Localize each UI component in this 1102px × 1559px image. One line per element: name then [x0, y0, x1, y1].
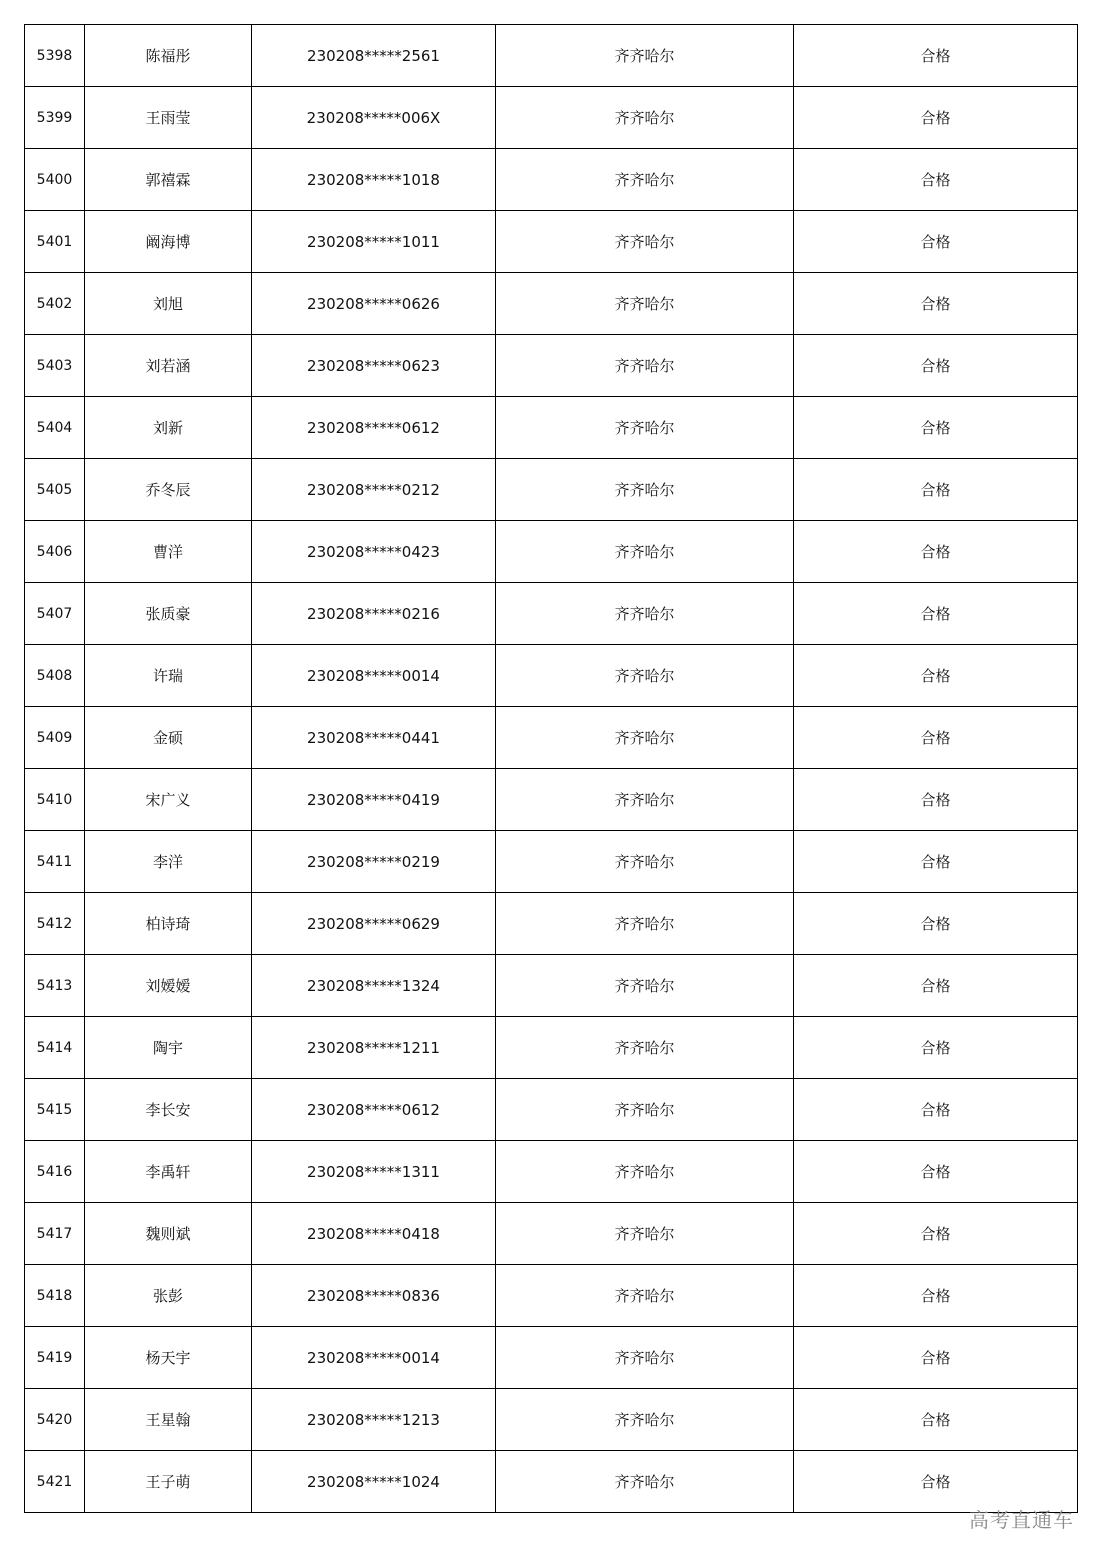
row-name: 刘嫒嫒: [85, 955, 252, 1017]
row-city: 齐齐哈尔: [496, 1265, 794, 1327]
row-city: 齐齐哈尔: [496, 1203, 794, 1265]
row-name: 王星翰: [85, 1389, 252, 1451]
row-name: 阚海博: [85, 211, 252, 273]
row-result: 合格: [794, 459, 1078, 521]
row-id-number: 230208*****0419: [252, 769, 496, 831]
roster-body: [25, 25, 1078, 1513]
row-name: 刘新: [85, 397, 252, 459]
row-result: 合格: [794, 273, 1078, 335]
table-row: [25, 1141, 1078, 1203]
row-id-number: 230208*****0216: [252, 583, 496, 645]
row-number: 5406: [25, 521, 85, 583]
table-row: [25, 1079, 1078, 1141]
table-row: [25, 769, 1078, 831]
row-result: 合格: [794, 1017, 1078, 1079]
row-number: 5417: [25, 1203, 85, 1265]
table-row: [25, 1327, 1078, 1389]
row-id-number: 230208*****0623: [252, 335, 496, 397]
row-result: 合格: [794, 521, 1078, 583]
row-number: 5410: [25, 769, 85, 831]
row-name: 王雨莹: [85, 87, 252, 149]
row-result: 合格: [794, 25, 1078, 87]
row-city: 齐齐哈尔: [496, 645, 794, 707]
table-row: [25, 397, 1078, 459]
row-city: 齐齐哈尔: [496, 87, 794, 149]
row-id-number: 230208*****1011: [252, 211, 496, 273]
row-result: 合格: [794, 1079, 1078, 1141]
row-city: 齐齐哈尔: [496, 1451, 794, 1513]
row-number: 5407: [25, 583, 85, 645]
row-city: 齐齐哈尔: [496, 1017, 794, 1079]
row-city: 齐齐哈尔: [496, 521, 794, 583]
row-number: 5405: [25, 459, 85, 521]
row-result: 合格: [794, 1327, 1078, 1389]
table-row: [25, 1017, 1078, 1079]
row-city: 齐齐哈尔: [496, 831, 794, 893]
row-name: 李洋: [85, 831, 252, 893]
row-id-number: 230208*****1324: [252, 955, 496, 1017]
row-number: 5398: [25, 25, 85, 87]
row-id-number: 230208*****0629: [252, 893, 496, 955]
row-result: 合格: [794, 1389, 1078, 1451]
row-city: 齐齐哈尔: [496, 397, 794, 459]
row-city: 齐齐哈尔: [496, 273, 794, 335]
row-result: 合格: [794, 1203, 1078, 1265]
row-id-number: 230208*****0441: [252, 707, 496, 769]
row-city: 齐齐哈尔: [496, 1327, 794, 1389]
row-city: 齐齐哈尔: [496, 769, 794, 831]
row-number: 5415: [25, 1079, 85, 1141]
table-row: [25, 149, 1078, 211]
row-number: 5399: [25, 87, 85, 149]
row-city: 齐齐哈尔: [496, 707, 794, 769]
table-row: [25, 459, 1078, 521]
table-row: [25, 87, 1078, 149]
row-number: 5419: [25, 1327, 85, 1389]
row-id-number: 230208*****1018: [252, 149, 496, 211]
row-result: 合格: [794, 87, 1078, 149]
row-name: 李长安: [85, 1079, 252, 1141]
row-number: 5414: [25, 1017, 85, 1079]
row-id-number: 230208*****0014: [252, 1327, 496, 1389]
row-number: 5411: [25, 831, 85, 893]
row-name: 乔冬辰: [85, 459, 252, 521]
row-number: 5408: [25, 645, 85, 707]
row-id-number: 230208*****0612: [252, 397, 496, 459]
row-name: 魏则斌: [85, 1203, 252, 1265]
row-city: 齐齐哈尔: [496, 25, 794, 87]
table-row: [25, 1203, 1078, 1265]
table-row: [25, 273, 1078, 335]
row-id-number: 230208*****006X: [252, 87, 496, 149]
table-row: [25, 583, 1078, 645]
row-id-number: 230208*****0212: [252, 459, 496, 521]
table-row: [25, 1389, 1078, 1451]
row-number: 5421: [25, 1451, 85, 1513]
row-name: 王子萌: [85, 1451, 252, 1513]
row-number: 5403: [25, 335, 85, 397]
row-name: 李禹轩: [85, 1141, 252, 1203]
row-name: 曹洋: [85, 521, 252, 583]
row-city: 齐齐哈尔: [496, 335, 794, 397]
table-row: [25, 645, 1078, 707]
row-number: 5420: [25, 1389, 85, 1451]
row-result: 合格: [794, 583, 1078, 645]
table-row: [25, 521, 1078, 583]
row-id-number: 230208*****0423: [252, 521, 496, 583]
row-name: 郭禧霖: [85, 149, 252, 211]
row-city: 齐齐哈尔: [496, 1079, 794, 1141]
row-name: 刘若涵: [85, 335, 252, 397]
row-number: 5400: [25, 149, 85, 211]
row-name: 张彭: [85, 1265, 252, 1327]
row-id-number: 230208*****1211: [252, 1017, 496, 1079]
row-result: 合格: [794, 149, 1078, 211]
row-id-number: 230208*****0219: [252, 831, 496, 893]
row-number: 5418: [25, 1265, 85, 1327]
row-id-number: 230208*****0836: [252, 1265, 496, 1327]
row-number: 5409: [25, 707, 85, 769]
table-row: [25, 831, 1078, 893]
row-name: 陈福彤: [85, 25, 252, 87]
row-result: 合格: [794, 645, 1078, 707]
row-result: 合格: [794, 1265, 1078, 1327]
watermark: 高考直通车: [969, 1508, 1074, 1532]
row-number: 5413: [25, 955, 85, 1017]
row-city: 齐齐哈尔: [496, 459, 794, 521]
row-name: 许瑞: [85, 645, 252, 707]
table-row: [25, 1451, 1078, 1513]
row-name: 柏诗琦: [85, 893, 252, 955]
row-result: 合格: [794, 955, 1078, 1017]
row-result: 合格: [794, 831, 1078, 893]
row-result: 合格: [794, 397, 1078, 459]
row-number: 5401: [25, 211, 85, 273]
table-row: [25, 893, 1078, 955]
table-row: [25, 25, 1078, 87]
table-row: [25, 211, 1078, 273]
table-row: [25, 707, 1078, 769]
row-name: 张质豪: [85, 583, 252, 645]
row-city: 齐齐哈尔: [496, 149, 794, 211]
row-result: 合格: [794, 769, 1078, 831]
row-number: 5412: [25, 893, 85, 955]
row-name: 宋广义: [85, 769, 252, 831]
row-id-number: 230208*****1213: [252, 1389, 496, 1451]
row-name: 杨天宇: [85, 1327, 252, 1389]
row-city: 齐齐哈尔: [496, 1141, 794, 1203]
row-id-number: 230208*****0014: [252, 645, 496, 707]
roster-table: [24, 24, 1078, 1513]
row-result: 合格: [794, 893, 1078, 955]
row-number: 5402: [25, 273, 85, 335]
table-row: [25, 1265, 1078, 1327]
row-city: 齐齐哈尔: [496, 211, 794, 273]
row-city: 齐齐哈尔: [496, 1389, 794, 1451]
row-id-number: 230208*****0418: [252, 1203, 496, 1265]
row-number: 5416: [25, 1141, 85, 1203]
row-city: 齐齐哈尔: [496, 955, 794, 1017]
table-row: [25, 335, 1078, 397]
row-result: 合格: [794, 335, 1078, 397]
row-id-number: 230208*****0612: [252, 1079, 496, 1141]
row-name: 刘旭: [85, 273, 252, 335]
row-city: 齐齐哈尔: [496, 583, 794, 645]
row-result: 合格: [794, 211, 1078, 273]
row-name: 金硕: [85, 707, 252, 769]
row-result: 合格: [794, 1141, 1078, 1203]
row-id-number: 230208*****1024: [252, 1451, 496, 1513]
row-number: 5404: [25, 397, 85, 459]
row-city: 齐齐哈尔: [496, 893, 794, 955]
table-row: [25, 955, 1078, 1017]
row-name: 陶宇: [85, 1017, 252, 1079]
row-id-number: 230208*****0626: [252, 273, 496, 335]
row-id-number: 230208*****2561: [252, 25, 496, 87]
row-result: 合格: [794, 707, 1078, 769]
row-id-number: 230208*****1311: [252, 1141, 496, 1203]
row-result: 合格: [794, 1451, 1078, 1513]
